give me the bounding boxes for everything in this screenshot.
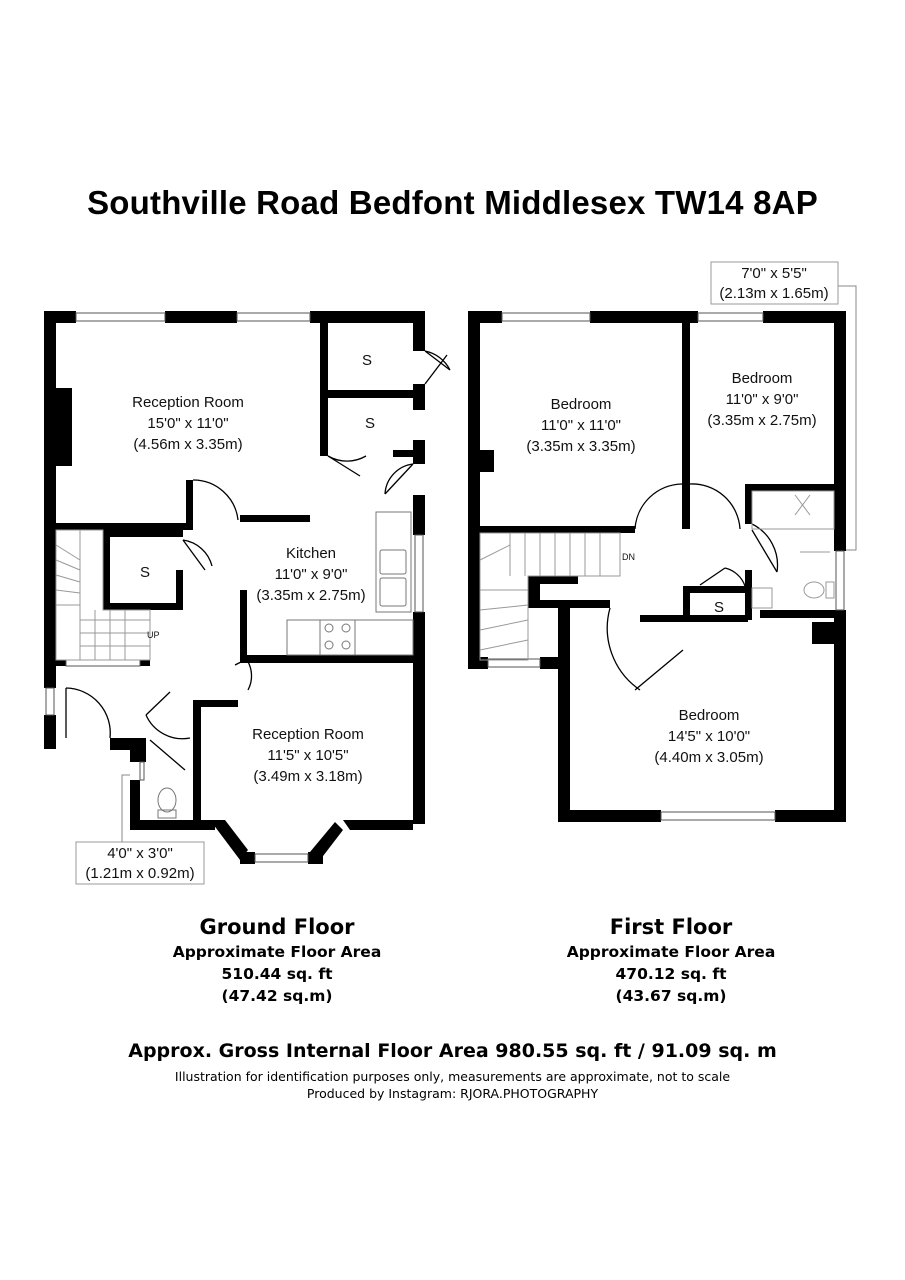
ground-floor-sqft: 510.44 sq. ft — [221, 965, 333, 983]
svg-text:11'5" x 10'5": 11'5" x 10'5" — [267, 747, 349, 764]
first-floor-area-label: Approximate Floor Area — [566, 943, 776, 961]
first-floor-plan — [468, 311, 846, 822]
svg-text:(3.35m x 2.75m): (3.35m x 2.75m) — [256, 587, 366, 604]
plan-title: Southville Road Bedfont Middlesex TW14 8AP — [87, 184, 818, 221]
svg-text:Kitchen: Kitchen — [285, 545, 337, 562]
ground-floor-heading: Ground Floor — [199, 915, 355, 939]
svg-text:Bedroom: Bedroom — [731, 370, 793, 387]
ff-store-label: S — [713, 599, 725, 616]
first-floor-sqm: (43.67 sq.m) — [615, 987, 727, 1005]
svg-text:(4.40m x 3.05m): (4.40m x 3.05m) — [654, 749, 764, 766]
gross-area: Approx. Gross Internal Floor Area 980.55 sq. ft / 91.09 sq. m — [128, 1040, 777, 1062]
ground-floor-summary — [127, 914, 427, 1007]
disclaimer: Illustration for identification purposes only, measurements are approximate, not to scale — [174, 1069, 731, 1084]
bathroom-dims-imperial: 7'0" x 5'5" — [741, 265, 807, 282]
svg-text:(3.49m x 3.18m): (3.49m x 3.18m) — [253, 768, 363, 785]
svg-text:(4.56m x 3.35m): (4.56m x 3.35m) — [133, 436, 243, 453]
gf-store-label-2: S — [364, 415, 376, 432]
ff-bedroom-2-label — [707, 370, 816, 429]
svg-text:(3.35m x 3.35m): (3.35m x 3.35m) — [526, 438, 636, 455]
ground-floor-area-label: Approximate Floor Area — [172, 943, 382, 961]
svg-text:11'0" x 9'0": 11'0" x 9'0" — [274, 566, 348, 583]
gf-store-label-1: S — [361, 352, 373, 369]
first-floor-sqft: 470.12 sq. ft — [615, 965, 727, 983]
credit: Produced by Instagram: RJORA.PHOTOGRAPHY — [306, 1086, 599, 1101]
gf-store-label-3: S — [139, 564, 151, 581]
ff-bedroom-1-label — [526, 396, 635, 455]
svg-text:(3.35m x 2.75m): (3.35m x 2.75m) — [707, 412, 817, 429]
svg-text:11'0" x 11'0": 11'0" x 11'0" — [540, 417, 622, 434]
first-floor-heading: First Floor — [609, 915, 733, 939]
ground-floor-sqm: (47.42 sq.m) — [221, 987, 333, 1005]
wc-dims-imperial: 4'0" x 3'0" — [107, 845, 173, 862]
svg-text:Bedroom: Bedroom — [550, 396, 612, 413]
svg-text:15'0" x 11'0": 15'0" x 11'0" — [147, 415, 229, 432]
gf-reception-1-label — [132, 394, 244, 453]
svg-text:Reception Room: Reception Room — [132, 394, 244, 411]
ff-bedroom-3-label — [654, 707, 763, 766]
wc-dims-metric: (1.21m x 0.92m) — [85, 865, 195, 882]
svg-text:14'5" x 10'0": 14'5" x 10'0" — [667, 728, 751, 745]
gf-kitchen-label — [256, 545, 365, 604]
gf-stairs-label: UP — [147, 630, 160, 640]
bathroom-dims-metric: (2.13m x 1.65m) — [719, 285, 829, 302]
svg-text:Reception Room: Reception Room — [252, 726, 364, 743]
svg-text:11'0" x 9'0": 11'0" x 9'0" — [725, 391, 799, 408]
ground-floor-plan — [44, 311, 450, 864]
svg-text:Bedroom: Bedroom — [678, 707, 740, 724]
gf-reception-2-label — [252, 726, 364, 785]
first-floor-summary — [521, 914, 821, 1007]
ff-stairs-label: DN — [622, 552, 635, 562]
